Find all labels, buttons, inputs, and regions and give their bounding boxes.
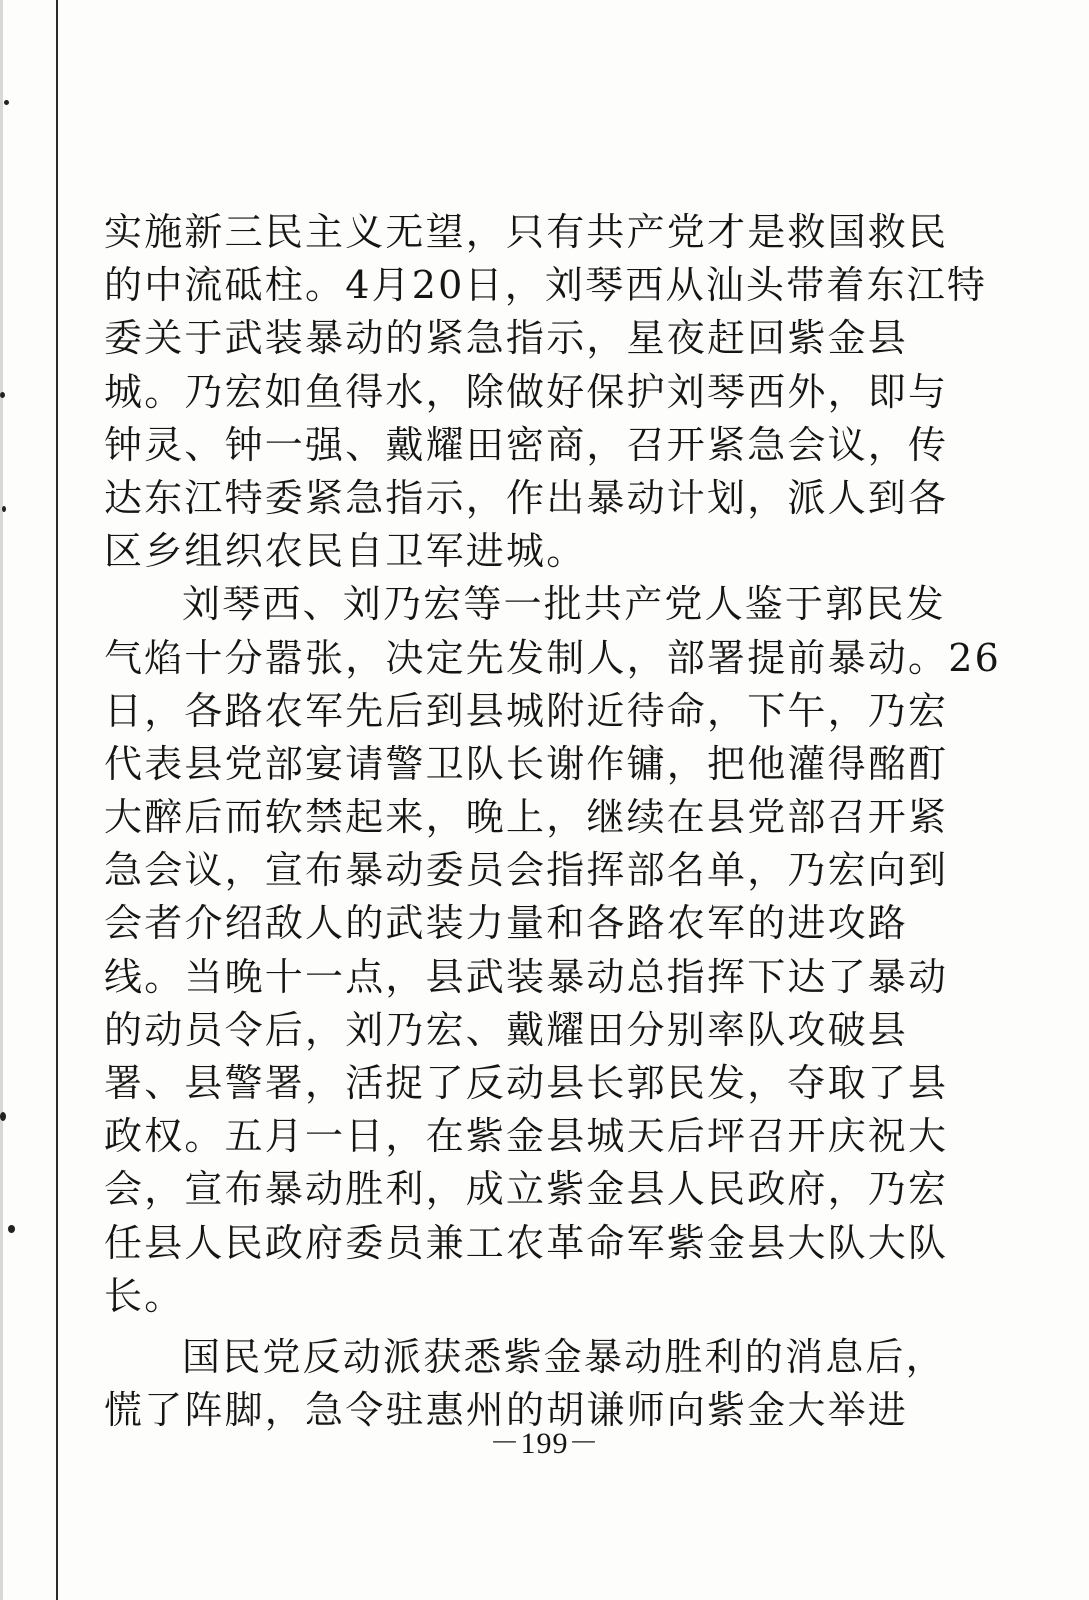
text-line: 线。当晚十一点，县武装暴动总指挥下达了暴动: [104, 954, 949, 999]
text-line: 慌了阵脚，急令驻惠州的胡谦师向紫金大举进: [104, 1388, 909, 1433]
text-line: 实施新三民主义无望，只有共产党才是救国救民: [104, 210, 949, 254]
text-line: 的中流砥柱。4月20日，刘琴西从汕头带着东江特: [104, 263, 988, 308]
page-number: －199－: [489, 1427, 600, 1460]
paragraph-start-line: 刘琴西、刘乃宏等一批共产党人鉴于郭民发: [182, 582, 946, 627]
text-line: 政权。五月一日，在紫金县城天后坪召开庆祝大: [104, 1114, 949, 1159]
text-line: 大醉后而软禁起来，晚上，继续在县党部召开紧: [104, 795, 949, 840]
text-line: 代表县党部宴请警卫队长谢作镛，把他灌得酩酊: [104, 741, 949, 786]
page-edge-shadow: [0, 0, 3, 1600]
scan-speck: [4, 100, 9, 105]
scan-speck: [0, 1112, 6, 1121]
text-line: 长。: [104, 1273, 185, 1318]
scan-speck: [2, 506, 6, 512]
binding-margin-line: [56, 0, 58, 1600]
text-line: 委关于武装暴动的紧急指示，星夜赶回紫金县: [104, 316, 909, 361]
text-line: 会，宣布暴动胜利，成立紫金县人民政府，乃宏: [104, 1167, 949, 1212]
body-text: [104, 206, 1001, 1437]
text-line: 的动员令后，刘乃宏、戴耀田分别率队攻破县: [104, 1007, 909, 1052]
text-line: 钟灵、钟一强、戴耀田密商，召开紧急会议，传: [104, 422, 949, 467]
text-line: 达东江特委紧急指示，作出暴动计划，派人到各: [104, 475, 949, 520]
text-line: 日，各路农军先后到县城附近待命，下午，乃宏: [104, 688, 949, 733]
text-line: 急会议，宣布暴动委员会指挥部名单，乃宏向到: [104, 848, 949, 893]
text-line: 署、县警署，活捉了反动县长郭民发，夺取了县: [104, 1061, 949, 1105]
text-line: 任县人民政府委员兼工农革命军紫金县大队大队: [104, 1220, 949, 1265]
paragraph-start-line: 国民党反动派获悉紫金暴动胜利的消息后，: [182, 1334, 946, 1379]
scan-speck: [8, 1225, 15, 1233]
scan-speck: [0, 392, 5, 398]
text-line: 城。乃宏如鱼得水，除做好保护刘琴西外，即与: [104, 369, 949, 414]
text-line: 气焰十分嚣张，决定先发制人，部署提前暴动。26: [104, 635, 1001, 680]
text-line: 区乡组织农民自卫军进城。: [104, 529, 587, 574]
text-line: 会者介绍敌人的武装力量和各路农军的进攻路: [104, 901, 909, 946]
